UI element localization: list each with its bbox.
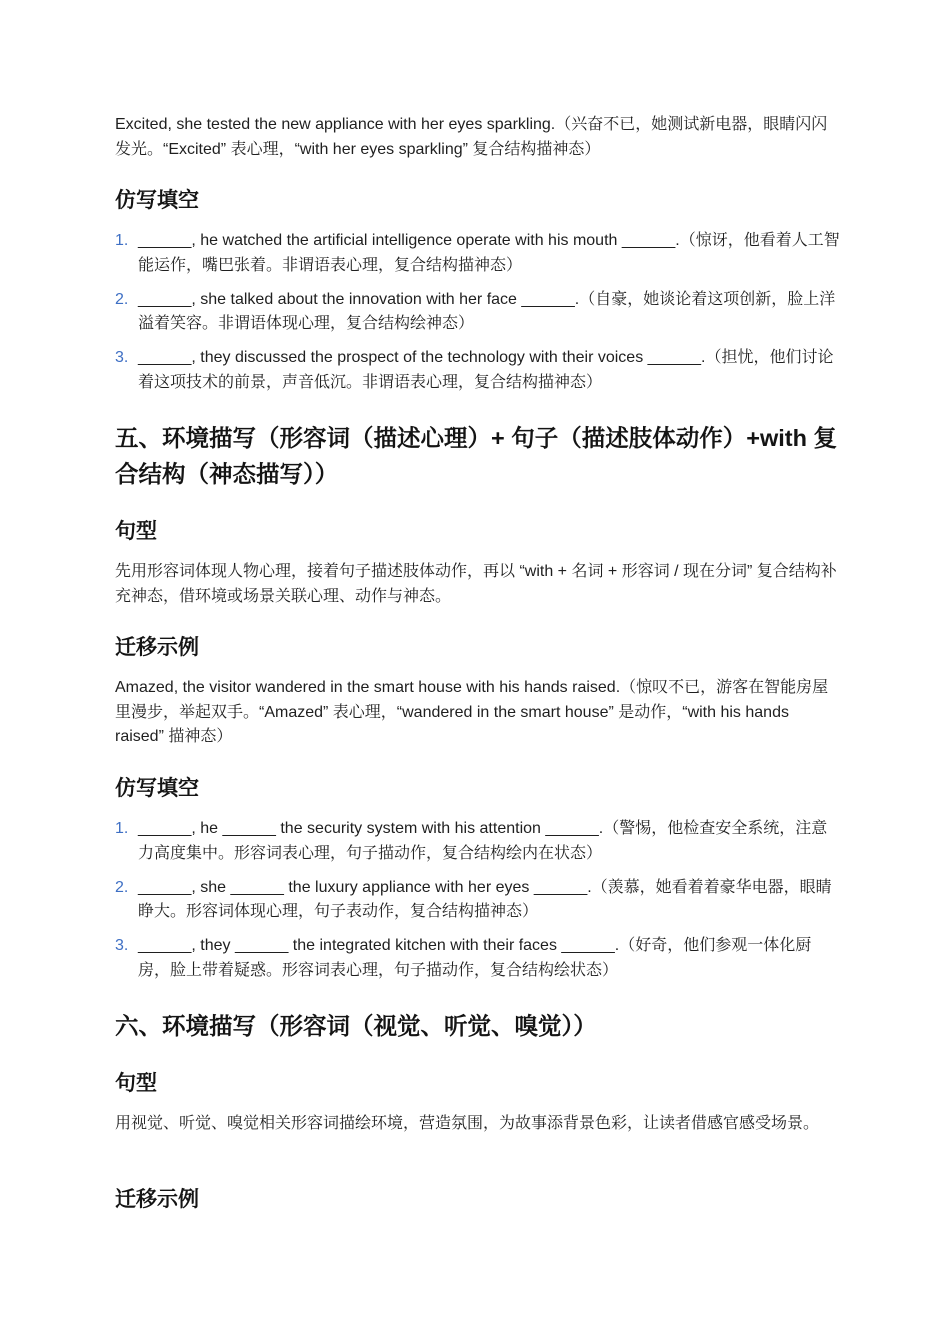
- list-item: [115, 288, 840, 337]
- section5-pattern-text: 先用形容词体现人物心理，接着句子描述肢体动作，再以 “with + 名词 + 形容词 / 现在分词” 复合结构补充神态，借环境或场景关联心理、动作与神态。: [115, 563, 837, 605]
- intro-paragraph: Excited, she tested the new appliance with her eyes sparkling.（兴奋不已，她测试新电器，眼睛闪闪发光。“Excited” 表心理，“with her eyes sparkling” 复合结构描神态）: [115, 116, 828, 158]
- list-item-text: ______, she ______ the luxury appliance with her eyes ______.（羡慕，她看着着豪华电器，眼睛睁大。形容词体现心理，句子表动作，复合结构描神态）: [138, 878, 832, 920]
- section5-example-text: Amazed, the visitor wandered in the smart house with his hands raised.（惊叹不已，游客在智能房屋里漫步，举起双手。“Amazed” 表心理，“wandered in the smart house” 是动作，“with his hands raised” 描神态）: [115, 679, 829, 745]
- section5-pattern-heading: 句型: [115, 520, 157, 543]
- section6-pattern-text: 用视觉、听觉、嗅觉相关形容词描绘环境，营造氛围，为故事添背景色彩，让读者借感官感受场景。: [115, 1115, 820, 1132]
- list-item-text: ______, he ______ the security system with his attention ______.（警惕，他检查安全系统，注意力高度集中。形容词表心理，句子描动作，复合结构绘内在状态）: [138, 820, 828, 862]
- list-item-number: 2.: [115, 878, 129, 896]
- section4-fill-heading: 仿写填空: [115, 189, 199, 212]
- section5-title: 五、环境描写（形容词（描述心理）+ 句子（描述肢体动作）+with 复合结构（神态描写））: [115, 425, 837, 487]
- list-item-text: ______, they ______ the integrated kitchen with their faces ______.（好奇，他们参观一体化厨房，脸上带着疑惑。形容词表心理，句子描动作，复合结构绘状态）: [138, 937, 812, 979]
- list-item: [115, 876, 840, 925]
- list-item: [115, 934, 840, 983]
- list-item-number: 3.: [115, 937, 129, 954]
- section6-title: 六、环境描写（形容词（视觉、听觉、嗅觉））: [115, 1013, 597, 1039]
- section5-fill-heading: 仿写填空: [115, 777, 199, 800]
- list-item-number: 3.: [115, 349, 129, 366]
- section6-example-heading: 迁移示例: [115, 1188, 199, 1211]
- list-item: [115, 346, 840, 395]
- list-item-text: ______, he watched the artificial intelligence operate with his mouth ______.（惊讶，他看着人工智能运作，嘴巴张着。非谓语表心理，复合结构描神态）: [138, 232, 840, 274]
- list-item-text: ______, they discussed the prospect of the technology with their voices ______.（担忧，他们讨论着这项技术的前景，声音低沉。非谓语表心理，复合结构描神态）: [138, 349, 834, 391]
- section6-pattern-heading: 句型: [115, 1072, 157, 1095]
- list-item-number: 1.: [115, 232, 129, 249]
- list-item-number: 2.: [115, 290, 129, 308]
- section5-example-heading: 迁移示例: [115, 636, 199, 659]
- section5-fill-list: [115, 817, 840, 993]
- list-item-number: 1.: [115, 820, 129, 837]
- section4-fill-list: [115, 229, 840, 405]
- list-item: [115, 229, 840, 278]
- list-item-text: ______, she talked about the innovation with her face ______.（自豪，她谈论着这项创新，脸上洋溢着笑容。非谓语体现心理，复合结构绘神态）: [138, 290, 836, 332]
- list-item: [115, 817, 840, 866]
